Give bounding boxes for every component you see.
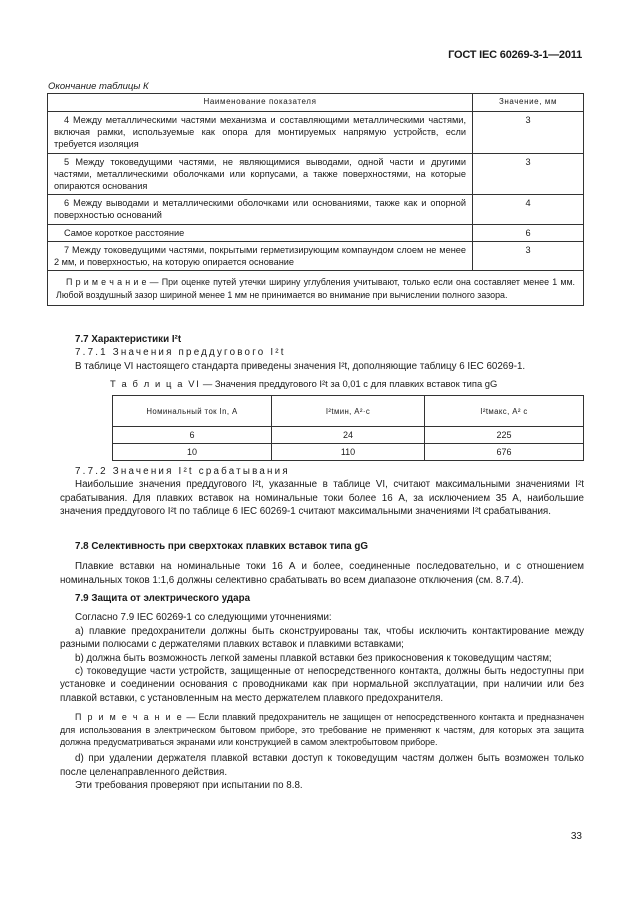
list-item-d: d) при удалении держателя плавкой вставки доступ к токоведущим частям должен быть возможен только после целенаправленного действия. — [60, 753, 584, 778]
paragraph: Плавкие вставки на номинальные токи 16 А и более, соединенные последовательно, и с отношением номинальных токов 1:1,6 должны селективно срабатывать во всем диапазоне отключения (см. 8.7.4). — [60, 561, 584, 586]
table-k — [47, 93, 584, 306]
subsection-title: 7.7.1 Значения преддугового I²t — [75, 347, 286, 359]
column-header: Значение, мм — [473, 94, 584, 112]
section-heading: 7.7 Характеристики I²t — [75, 334, 182, 345]
paragraph: Наибольшие значения преддугового I²t, указанные в таблице VI, считают максимальными значениями I²t срабатывания. Для плавких вставок на номинальные токи более 16 А, за исключением 35 А, наибольшие значения преддугового I²t по таблице 6 IEC 60269-1 считают максимальными значениями I²t срабатывания. — [60, 479, 584, 518]
list-item-c: c) токоведущие части устройств, защищенные от непосредственного контакта, должны быть недоступны при установке и соединении основания с проводниками как при нормальной эксплуатации, при наличии или без плавкой вставки, с установленным на место держателем плавкого предохранителя. — [60, 666, 584, 704]
note-text: — Если плавкий предохранитель не защищен от непосредственного контакта и предназначен для использования в электрическом бытовом приборе, это требование не применяют к частям, для которых эта защита должна предусматриваться экранами или конструкцией в самом электробытовом приборе. — [60, 712, 584, 748]
paragraph: Согласно 7.9 IEC 60269-1 со следующими уточнениями: — [75, 612, 332, 624]
table-k-caption: Окончание таблицы К — [48, 81, 149, 92]
row-text: 7 Между токоведущими частями, покрытыми герметизирующим компаундом слоем не менее 2 мм, и поверхностью, на которую опирается основание — [54, 244, 466, 268]
table-row — [113, 444, 584, 461]
section-heading: 7.9 Защита от электрического удара — [75, 593, 251, 604]
table-cell: 24 — [272, 427, 425, 444]
row-value: 3 — [473, 112, 584, 154]
table-header-row — [48, 94, 584, 112]
table-row — [48, 153, 584, 195]
table-header-row — [113, 396, 584, 427]
column-header: I²tмакс, А² с — [425, 396, 584, 427]
table-row — [48, 195, 584, 224]
table-row — [113, 427, 584, 444]
column-header: I²tмин, А²·с — [272, 396, 425, 427]
table-row — [48, 224, 584, 241]
list-item-b: b) должна быть возможность легкой замены плавкой вставки без прикосновения к токоведущим частям; — [75, 652, 552, 664]
section-7-7 — [60, 333, 584, 373]
row-text: 6 Между выводами и металлическими оболочками или основаниями, также как и опорной поверхностью оснований — [54, 198, 466, 221]
table-note-row — [48, 271, 584, 306]
table-cell: 225 — [425, 427, 584, 444]
table-6-caption — [110, 378, 497, 389]
table-title: — Значения преддугового I²t за 0,01 с для плавких вставок типа gG — [200, 378, 498, 389]
paragraph: В таблице VI настоящего стандарта приведены значения I²t, дополняющие таблицу 6 IEC 60269-1. — [75, 360, 526, 372]
row-value: 3 — [473, 153, 584, 195]
column-header: Номинальный ток In, А — [113, 396, 272, 427]
page-number: 33 — [570, 831, 582, 842]
section-7-7-2 — [60, 465, 584, 519]
table-cell: 110 — [272, 444, 425, 461]
row-value: 3 — [473, 241, 584, 270]
row-text: 5 Между токоведущими частями, не являющимися выводами, одной части и другими частями, металлическими оболочками или корпусами, а также поверхностями, на которые опираются основания — [54, 156, 466, 192]
standard-number: ГОСТ IEC 60269-3-1—2011 — [448, 49, 582, 61]
table-label: Т а б л и ц а VI — [110, 378, 201, 389]
table-cell: 6 — [113, 427, 272, 444]
table-6 — [112, 395, 584, 461]
subsection-title: 7.7.2 Значения I²t срабатывания — [75, 466, 290, 477]
table-row — [48, 241, 584, 270]
note — [60, 711, 584, 748]
column-header: Наименование показателя — [48, 94, 473, 112]
note-label: П р и м е ч а н и е — [75, 712, 184, 723]
table-row — [48, 112, 584, 154]
row-value: 6 — [473, 224, 584, 241]
row-text: 4 Между металлическими частями механизма и составляющими металлическими частями, включая рамки, используемые как опора для монтируемых напрямую устройств, если требуется изоляция — [54, 115, 466, 150]
section-7-8 — [60, 540, 584, 587]
section-7-9 — [60, 592, 584, 793]
note-text: — При оценке путей утечки ширину углубления учитывают, только если она составляет менее 1 мм. Любой воздушный зазор шириной менее 1 мм не принимается во внимание при вычислении полного зазора. — [56, 277, 576, 300]
table-cell: 676 — [425, 444, 584, 461]
row-text: Самое короткое расстояние — [64, 227, 185, 238]
table-cell: 10 — [113, 444, 272, 461]
note-label: П р и м е ч а н и е — [66, 277, 147, 288]
paragraph: Эти требования проверяют при испытании по 8.8. — [75, 780, 303, 792]
section-heading: 7.8 Селективность при сверхтоках плавких вставок типа gG — [75, 541, 369, 552]
list-item-a: a) плавкие предохранители должны быть сконструированы так, чтобы исключить контактирование между разными полюсами с держателями плавких вставок и плавкими вставками; — [60, 625, 584, 651]
row-value: 4 — [473, 195, 584, 224]
